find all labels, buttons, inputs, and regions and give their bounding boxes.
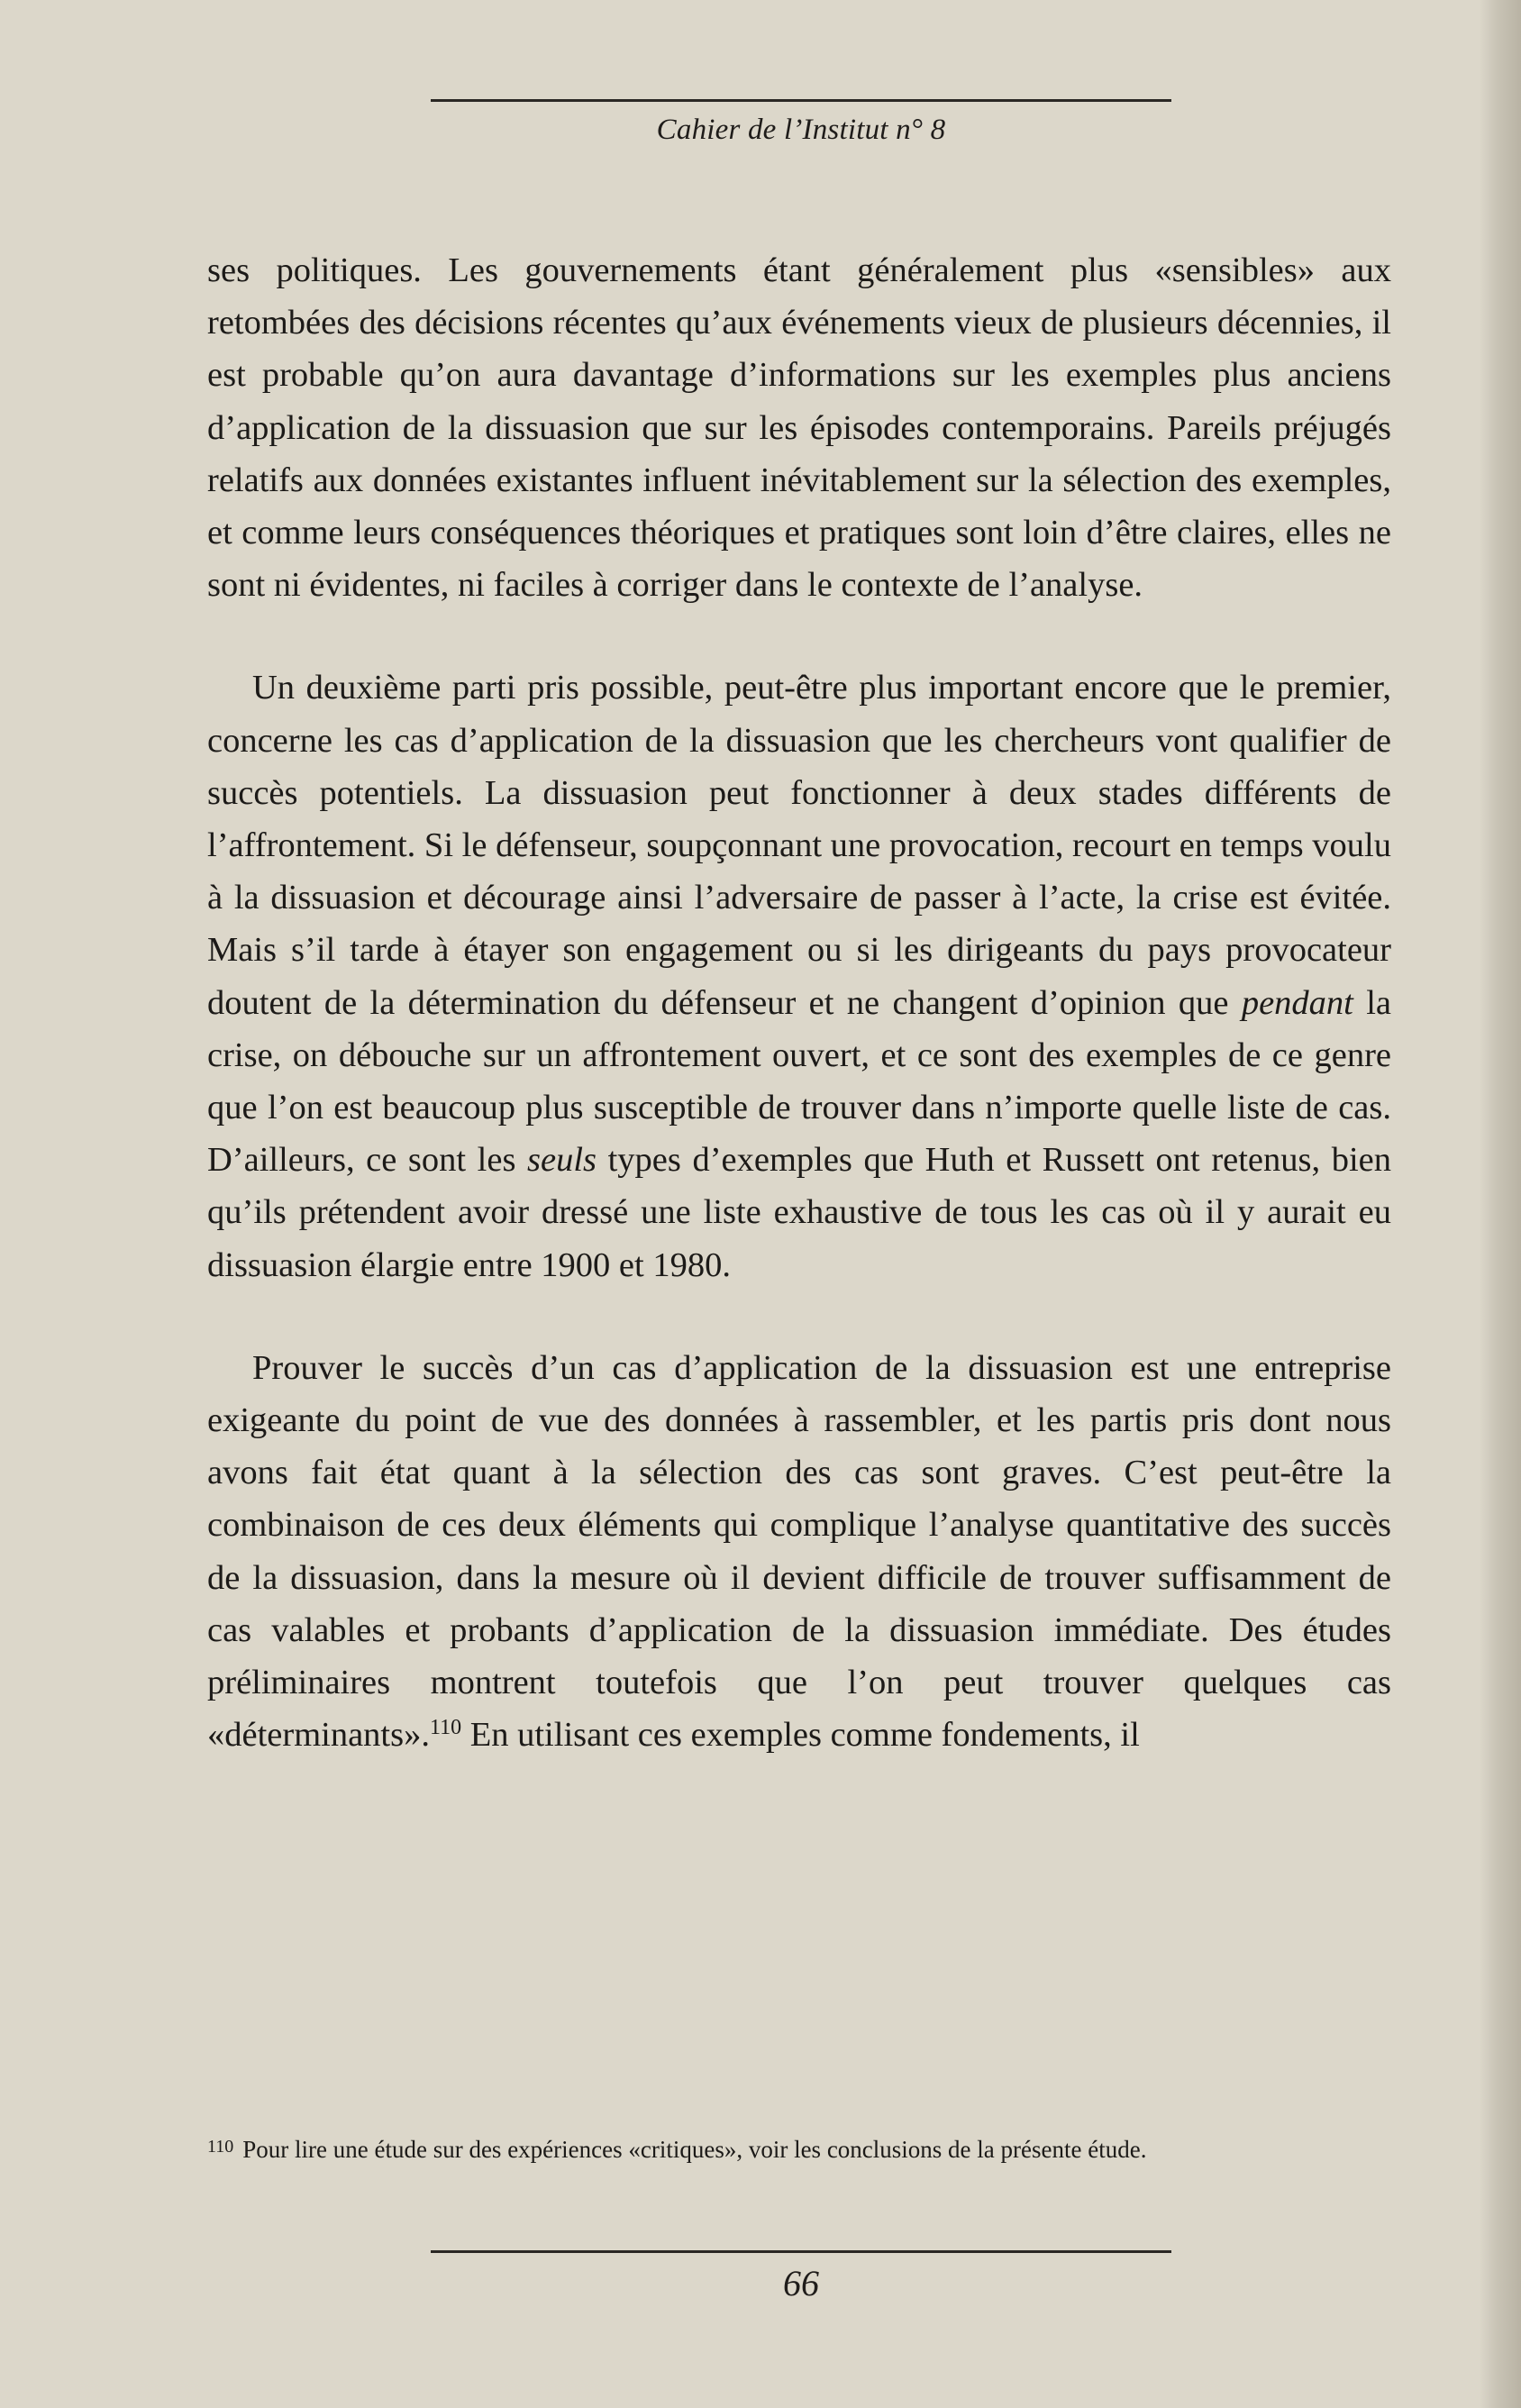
page-number: 66 bbox=[783, 2263, 819, 2303]
footnote bbox=[207, 2128, 1391, 2168]
footer-rule bbox=[431, 2250, 1171, 2253]
running-head: Cahier de l’Institut n° 8 bbox=[656, 114, 946, 146]
paragraph-2-part-c: types d’exemples que Huth et Russett ont retenus, bien qu’ils prétendent avoir dressé une liste exhaustive de tous les cas où il y aurait eu dissuasion élargie entre 1900 et 1980. bbox=[207, 1141, 1391, 1284]
body-text bbox=[207, 244, 1391, 1761]
paragraph-2-part-b: la crise, on débouche sur un affrontement ouvert, et ce sont des exemples de ce genre que l’on est beaucoup plus susceptible de trouver dans n’importe quelle liste de cas. D’ailleurs, ce sont les bbox=[207, 983, 1391, 1180]
page-edge-shadow bbox=[1480, 0, 1521, 2408]
paragraph-1: ses politiques. Les gouvernements étant généralement plus «sensibles» aux retombées des décisions récentes qu’aux événements vieux de plusieurs décennies, il est probable qu’on aura davantage d’informations sur les exemples plus anciens d’application de la dissuasion que sur les épisodes contemporains. Pareils préjugés relatifs aux données existantes influent inévitablement sur la sélection des exemples, et comme leurs conséquences théoriques et pratiques sont loin d’être claires, elles ne sont ni évidentes, ni faciles à corriger dans le contexte de l’analyse. bbox=[207, 251, 1391, 605]
footnote-mark: 110 bbox=[207, 2137, 234, 2157]
paragraph-2-part-a: Un deuxième parti pris possible, peut-être plus important encore que le premier, concerne les cas d’application de la dissuasion que les chercheurs vont qualifier de succès potentiels. La dissuasion peut fonctionner à deux stades différents de l’affrontement. Si le défenseur, soupçonnant une provocation, recourt en temps voulu à la dissuasion et décourage ainsi l’adversaire de passer à l’acte, la crise est évitée. Mais s’il tarde à étayer son engagement ou si les dirigeants du pays provocateur doutent de la détermination du défenseur et ne changent d’opinion que bbox=[207, 669, 1391, 1022]
paragraph-3-part-a: Prouver le succès d’un cas d’application de la dissuasion est une entreprise exigeante du point de vue des données à rassembler, et les partis pris dont nous avons fait état quant à la sélection des cas sont graves. C’est peut-être la combinaison de ces deux éléments qui complique l’analyse quantitative des succès de la dissuasion, dans la mesure où il devient difficile de trouver suffisamment de cas valables et probants d’application de la dissuasion immédiate. Des études préliminaires montrent toutefois que l’on peut trouver quelques cas «déterminants». bbox=[207, 1348, 1391, 1755]
footnote-reference[interactable]: 110 bbox=[429, 1716, 462, 1740]
emphasis-pendant: pendant bbox=[1241, 983, 1353, 1022]
footnote-text: Pour lire une étude sur des expériences «critiques», voir les conclusions de la présente étude. bbox=[242, 2136, 1147, 2163]
paragraph-2 bbox=[207, 661, 1391, 1291]
paragraph-3 bbox=[207, 1342, 1391, 1762]
emphasis-seuls: seuls bbox=[527, 1141, 597, 1180]
paragraph-3-part-b: En utilisant ces exemples comme fondements, il bbox=[461, 1716, 1140, 1755]
header-rule bbox=[431, 99, 1171, 102]
